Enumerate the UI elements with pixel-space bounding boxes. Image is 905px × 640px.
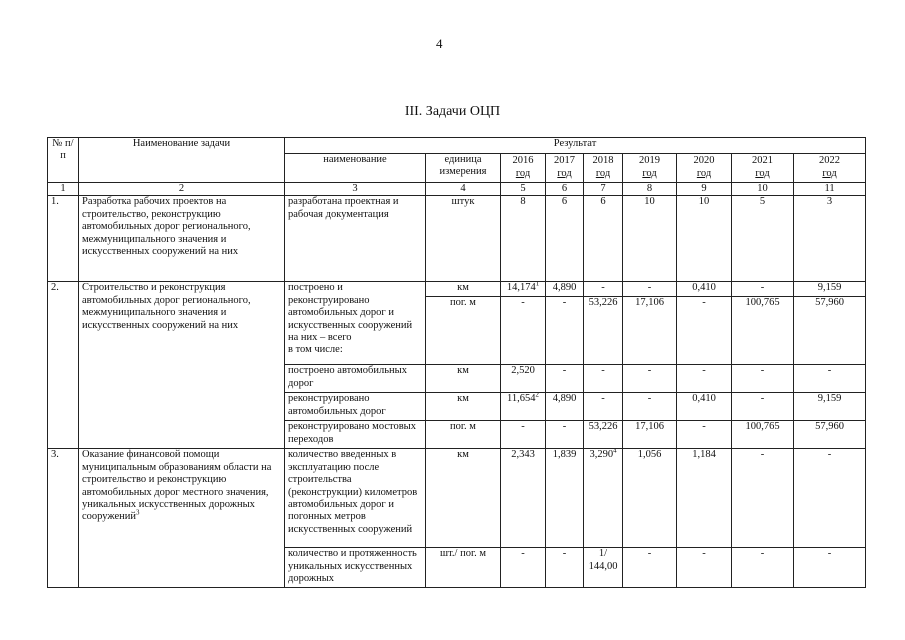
value-2022: 57,960: [794, 421, 866, 449]
value-2021: -: [732, 548, 794, 588]
value-2020: -: [677, 297, 732, 365]
unit: км: [426, 449, 501, 548]
value-2021: -: [732, 282, 794, 297]
header-indicator: наименование: [285, 154, 426, 183]
value-2018: -: [584, 282, 623, 297]
value-2017: 4,890: [546, 393, 584, 421]
task-row-2: [48, 282, 866, 297]
header-year-2022: 2022 год: [794, 154, 866, 183]
value-2016: -: [501, 297, 546, 365]
task-row-3: [48, 449, 866, 548]
value-2019: 17,106: [623, 297, 677, 365]
header-num: № п/п: [48, 138, 79, 183]
column-number: 5: [501, 183, 546, 196]
header-task-name: Наименование задачи: [79, 138, 285, 183]
unit: км: [426, 393, 501, 421]
value-2021: -: [732, 393, 794, 421]
header-result: Результат: [285, 138, 866, 154]
value-2021: -: [732, 365, 794, 393]
value-2019: -: [623, 282, 677, 297]
column-number: 6: [546, 183, 584, 196]
column-number: 2: [79, 183, 285, 196]
value-2020: 1,184: [677, 449, 732, 548]
column-number: 7: [584, 183, 623, 196]
column-number: 11: [794, 183, 866, 196]
value-2017: -: [546, 421, 584, 449]
indicator-name: количество введенных в эксплуатацию после строительства (реконструкции) километров автомобильных дорог и погонных метров искусственных сооружений: [285, 449, 426, 548]
unit: шт./ пог. м: [426, 548, 501, 588]
value-2019: -: [623, 365, 677, 393]
unit: пог. м: [426, 297, 501, 365]
value-2018: 6: [584, 196, 623, 282]
header-year-2017: 2017 год: [546, 154, 584, 183]
value-2017: 1,839: [546, 449, 584, 548]
task-name: Оказание финансовой помощи муниципальным образованиям области на строительство и реконструкцию автомобильных дорог местного значения, уникальных искусственных дорожных сооружений$^3$: [79, 449, 285, 588]
value-2017: -: [546, 297, 584, 365]
value-2019: 1,056: [623, 449, 677, 548]
value-2020: 0,410: [677, 282, 732, 297]
header-year-2020: 2020 год: [677, 154, 732, 183]
task-number: 3.: [48, 449, 79, 588]
value-2021: 100,765: [732, 297, 794, 365]
in-that-number: в том числе:: [288, 344, 343, 356]
footnote-mark: 3: [136, 508, 140, 517]
task-number: 2.: [48, 282, 79, 449]
value-2016: 11,654$^2$: [501, 393, 546, 421]
unit: км: [426, 365, 501, 393]
value-2018: 53,226: [584, 297, 623, 365]
value-2018: 53,226: [584, 421, 623, 449]
tasks-table: [47, 137, 866, 588]
value-2016: -: [501, 421, 546, 449]
value-2020: 10: [677, 196, 732, 282]
task-name: Разработка рабочих проектов на строительство, реконструкцию автомобильных дорог регионального, межмуниципального значения и искусственных сооружений на них: [79, 196, 285, 282]
header-year-2018: 2018 год: [584, 154, 623, 183]
column-number: 3: [285, 183, 426, 196]
unit: штук: [426, 196, 501, 282]
task-row-1: [48, 196, 866, 282]
header-year-2016: 2016 год: [501, 154, 546, 183]
value-2020: 0,410: [677, 393, 732, 421]
value-2019: -: [623, 548, 677, 588]
header-unit: единица измерения: [426, 154, 501, 183]
unit: пог. м: [426, 421, 501, 449]
section-title: III. Задачи ОЦП: [404, 104, 501, 119]
value-2022: 9,159: [794, 393, 866, 421]
value-2022: 9,159: [794, 282, 866, 297]
value-2018: 3,290$^4$: [584, 449, 623, 548]
indicator-name: [285, 282, 426, 365]
value-2016: -: [501, 548, 546, 588]
value-2019: 10: [623, 196, 677, 282]
header-year-2021: 2021 год: [732, 154, 794, 183]
footnote-mark: 1: [535, 281, 540, 288]
value-2022: -: [794, 449, 866, 548]
column-number: 10: [732, 183, 794, 196]
value-2019: 17,106: [623, 421, 677, 449]
column-number: 1: [48, 183, 79, 196]
task-number: 1.: [48, 196, 79, 282]
indicator-total: построено и реконструировано автомобильных дорог и искусственных сооружений на них – всего: [288, 282, 413, 344]
value-2016: 2,343: [501, 449, 546, 548]
value-2016: 14,174$^1$: [501, 282, 546, 297]
footnote-mark: 2: [535, 392, 539, 399]
column-number: 9: [677, 183, 732, 196]
value-2022: 3: [794, 196, 866, 282]
value-2020: -: [677, 548, 732, 588]
header-year-2019: 2019 год: [623, 154, 677, 183]
value-2020: -: [677, 365, 732, 393]
column-number: 4: [426, 183, 501, 196]
indicator-name: построено автомобильных дорог: [285, 365, 426, 393]
column-number: 8: [623, 183, 677, 196]
value-2017: 6: [546, 196, 584, 282]
indicator-name: количество и протяженность уникальных искусственных дорожных: [285, 548, 426, 588]
value-2021: 5: [732, 196, 794, 282]
unit: км: [426, 282, 501, 297]
value-2016: 2,520: [501, 365, 546, 393]
footnote-mark: 4: [613, 448, 617, 455]
value-2021: 100,765: [732, 421, 794, 449]
value-2022: 57,960: [794, 297, 866, 365]
value-2022: -: [794, 365, 866, 393]
value-2017: -: [546, 365, 584, 393]
column-numbers-row: [48, 183, 866, 196]
value-2016: 8: [501, 196, 546, 282]
value-2018: 1/ 144,00: [584, 548, 623, 588]
value-2018: -: [584, 393, 623, 421]
value-2018: -: [584, 365, 623, 393]
indicator-name: разработана проектная и рабочая документация: [285, 196, 426, 282]
value-2022: -: [794, 548, 866, 588]
value-2017: 4,890: [546, 282, 584, 297]
task-name: Строительство и реконструкция автомобильных дорог регионального, межмуниципального значения и искусственных сооружений на них: [79, 282, 285, 449]
page-number: 4: [436, 36, 443, 51]
value-2017: -: [546, 548, 584, 588]
value-2020: -: [677, 421, 732, 449]
indicator-name: реконструировано мостовых переходов: [285, 421, 426, 449]
indicator-name: реконструировано автомобильных дорог: [285, 393, 426, 421]
value-2019: -: [623, 393, 677, 421]
value-2021: -: [732, 449, 794, 548]
